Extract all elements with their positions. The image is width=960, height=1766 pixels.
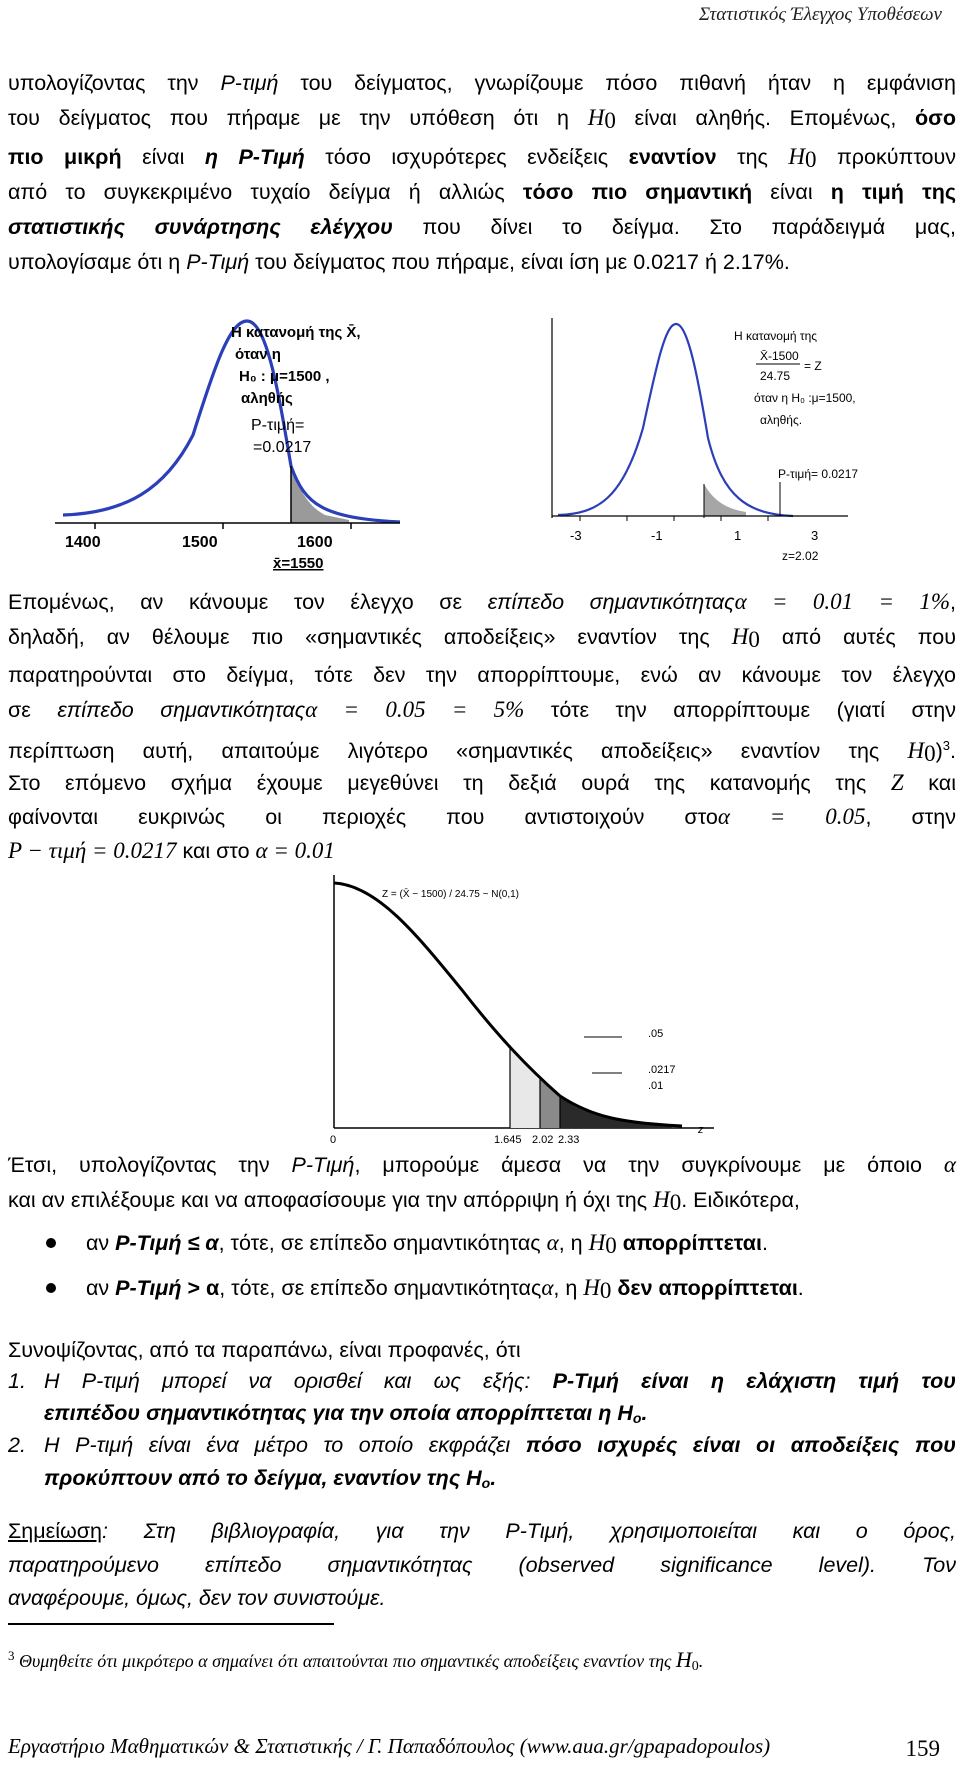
xbar-label: x̄=1550 <box>273 555 324 572</box>
axis-label-202: 2.02 <box>532 1134 554 1146</box>
svg-text:P-τιμή=: P-τιμή= <box>251 417 305 434</box>
pvalue-label: P-τιμή= 0.0217 <box>778 467 859 481</box>
axis-label-z: z <box>698 1124 704 1136</box>
bullet-icon <box>44 1236 58 1250</box>
axis-label-233: 2.33 <box>558 1134 580 1146</box>
svg-text:Η κατανομή της X̄,: Η κατανομή της X̄, <box>231 324 361 341</box>
svg-text:24.75: 24.75 <box>760 369 791 383</box>
axis-label-0: 0 <box>330 1134 337 1146</box>
figure-xbar-distribution <box>55 315 400 570</box>
bullet-not-reject: αν P-Τιμή > α, τότε, σε επίπεδο σημαντικότηταςα, η $H_0$ δεν απορρίπτεται. <box>86 1275 804 1303</box>
svg-text:αληθής: αληθής <box>241 390 293 407</box>
figure-right-tail <box>322 875 714 1145</box>
z-value-label: z=2.02 <box>782 549 819 563</box>
footnote-rule <box>8 1623 334 1625</box>
tick-label-neg1: -1 <box>651 528 663 543</box>
running-header: Στατιστικός Έλεγχος Υποθέσεων <box>698 4 942 25</box>
label-005: .05 <box>648 1028 664 1040</box>
bullet-reject: αν P-Τιμή ≤ α, τότε, σε επίπεδο σημαντικότητας α, η $H_0$ απορρίπτεται. <box>86 1230 768 1258</box>
figure-z-distribution <box>548 318 859 566</box>
tick-label-3: 3 <box>811 528 819 543</box>
axis-label-1645: 1.645 <box>494 1134 522 1146</box>
svg-text:αληθής.: αληθής. <box>760 413 803 427</box>
page-number: 159 <box>905 1736 940 1761</box>
tick-label-1400: 1400 <box>65 534 101 551</box>
tick-label-1600: 1600 <box>297 534 333 551</box>
label-0217: .0217 <box>648 1064 676 1076</box>
bullet-icon <box>44 1281 58 1295</box>
svg-text:=0.0217: =0.0217 <box>253 439 312 456</box>
svg-text:H₀ : μ=1500 ,: H₀ : μ=1500 , <box>239 368 330 385</box>
page-footer: Εργαστήριο Μαθηματικών & Στατιστικής / Γ. Παπαδόπουλος (www.aua.gr/gpapadopoulos) <box>8 1734 771 1758</box>
svg-text:X̄-1500: X̄-1500 <box>760 349 799 363</box>
svg-text:= Z: = Z <box>804 359 822 373</box>
tick-label-neg3: -3 <box>570 528 582 543</box>
label-001: .01 <box>648 1080 664 1092</box>
tick-label-1500: 1500 <box>182 534 218 551</box>
svg-text:όταν η: όταν η <box>235 346 281 363</box>
svg-text:Η κατανομή της: Η κατανομή της <box>734 329 818 343</box>
footnote: $^3$ Θυμηθείτε ότι μικρότερο α σημαίνει ότι απαιτούνται πιο σημαντικές αποδείξεις εναντίον της $H_0$. <box>8 1647 704 1674</box>
svg-text:όταν η H₀ :μ=1500,: όταν η H₀ :μ=1500, <box>754 391 856 405</box>
tick-label-1: 1 <box>734 528 742 543</box>
formula-label: Z = (X̄ − 1500) / 24.75 ~ N(0,1) <box>382 889 520 900</box>
